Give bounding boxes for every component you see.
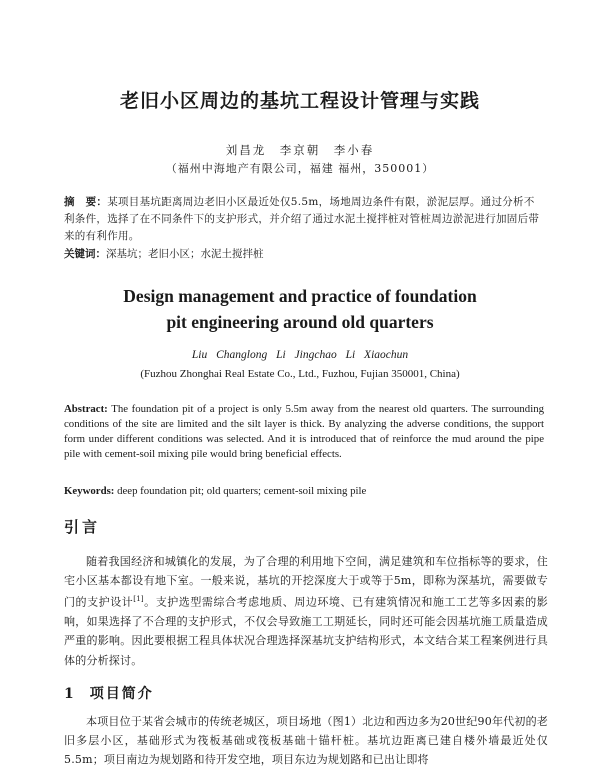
introduction-text-part-1: 随着我国经济和城镇化的发展，为了合理的利用地下空间，满足建筑和车位指标等的要求，住宅小区基本都设有地下室。一般来说，基坑的开挖深度大于或等于5m，即称为深基坑，需要做专门的支护设计 xyxy=(64,555,548,610)
citation-reference[interactable]: [1] xyxy=(133,595,144,604)
chinese-title: 老旧小区周边的基坑工程设计管理与实践 xyxy=(119,90,480,112)
english-abstract-label: Abstract: xyxy=(64,403,108,415)
chinese-keywords xyxy=(64,246,544,263)
english-keywords-text: deep foundation pit; old quarters; cement-soil mixing pile xyxy=(117,485,367,497)
chinese-affiliation: （福州中海地产有限公司，福建 福州，350001） xyxy=(165,162,435,175)
section-1-title: 项目简介 xyxy=(89,686,154,702)
english-keywords xyxy=(64,484,544,499)
chinese-keywords-text: 深基坑；老旧小区；水泥土搅拌桩 xyxy=(106,248,264,260)
chinese-keywords-label: 关键词： xyxy=(64,248,106,260)
section-1-number: 1 xyxy=(64,686,76,702)
section-1-paragraph: 本项目位于某省会城市的传统老城区，项目场地（图1）北边和西边多为20世纪90年代初的老旧多层小区，基础形式为筏板基础或筏板基础十锚杆桩。基坑边距离已建自楼外墙最近处仅5.5m；项目南边为规划路和待开发空地，项目东边为规划路和已出让即将 xyxy=(64,715,548,767)
english-title-line-1: Design management and practice of foundation xyxy=(123,286,477,306)
english-affiliation: (Fuzhou Zhonghai Real Estate Co., Ltd., Fuzhou, Fujian 350001, China) xyxy=(140,368,460,380)
introduction-paragraph xyxy=(64,552,548,670)
section-1-heading xyxy=(64,683,154,703)
english-authors: Liu Changlong Li Jingchao Li Xiaochun xyxy=(191,349,409,361)
english-abstract-text: The foundation pit of a project is only 5.5m away from the nearest old quarters. The surrounding conditions of the site are limited and the silt layer is thick. By analyzing the adverse conditions, the support form under different conditions was selected. And it is introduced that of reinforce the mud around the pipe pile with cement-soil mixing pile would bring beneficial effects. xyxy=(64,403,544,460)
introduction-text-part-2: 。支护选型需综合考虑地质、周边环境、已有建筑情况和施工工艺等多因素的影响，如果选择了不合理的支护形式，不仅会导致施工工期延长，同时还可能会因基坑施工质量造成严重的影响。因此要根据工程具体状况合理选择深基坑支护结构形式，本文结合某工程案例进行具体的分析探讨。 xyxy=(64,596,549,667)
chinese-authors: 刘昌龙 李京朝 李小春 xyxy=(225,143,375,157)
introduction-heading: 引言 xyxy=(64,518,101,536)
chinese-abstract-text: 某项目基坑距离周边老旧小区最近处仅5.5m，场地周边条件有限，淤泥层厚。通过分析不利条件，选择了在不同条件下的支护形式，并介绍了通过水泥土搅拌桩对管桩周边淤泥进行加固后带来的有利作用。 xyxy=(64,196,540,242)
english-abstract xyxy=(64,402,544,462)
english-title xyxy=(60,283,540,335)
chinese-abstract-label: 摘 要： xyxy=(64,196,108,208)
english-keywords-label: Keywords: xyxy=(64,485,115,497)
chinese-abstract xyxy=(64,194,544,245)
english-title-line-2: pit engineering around old quarters xyxy=(166,312,434,332)
